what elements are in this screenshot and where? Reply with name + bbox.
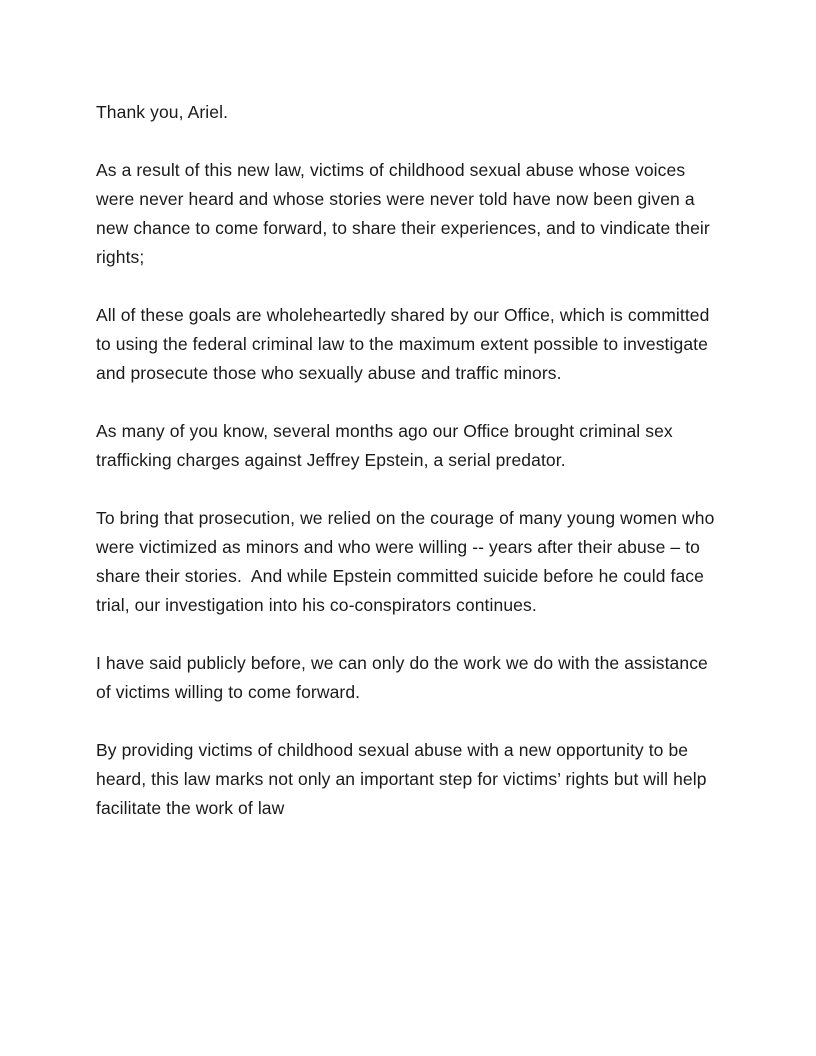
paragraph-new-law: As a result of this new law, victims of childhood sexual abuse whose voices were never heard and whose stories were never told have now been given a new chance to come forward, to share their experiences, and to vindicate their rights;	[96, 160, 715, 267]
paragraph-public-statement: I have said publicly before, we can only do the work we do with the assistance of victims willing to come forward.	[96, 653, 713, 702]
paragraph-opportunity: By providing victims of childhood sexual abuse with a new opportunity to be heard, this law marks not only an important step for victims’ rights but will help facilitate the work of law	[96, 740, 712, 818]
paragraph-greeting: Thank you, Ariel.	[96, 102, 229, 122]
paragraph-prosecution: To bring that prosecution, we relied on the courage of many young women who were victimized as minors and who were willing -- years after their abuse – to share their stories. And while Epstein committed suicide before he could face trial, our investigation into his co-conspirators continues.	[96, 508, 720, 615]
document-body	[96, 98, 718, 823]
paragraph-office-goals: All of these goals are wholeheartedly shared by our Office, which is committed to using the federal criminal law to the maximum extent possible to investigate and prosecute those who sexually abuse and traffic minors.	[96, 305, 715, 383]
paragraph-charges: As many of you know, several months ago our Office brought criminal sex trafficking charges against Jeffrey Epstein, a serial predator.	[96, 421, 678, 470]
